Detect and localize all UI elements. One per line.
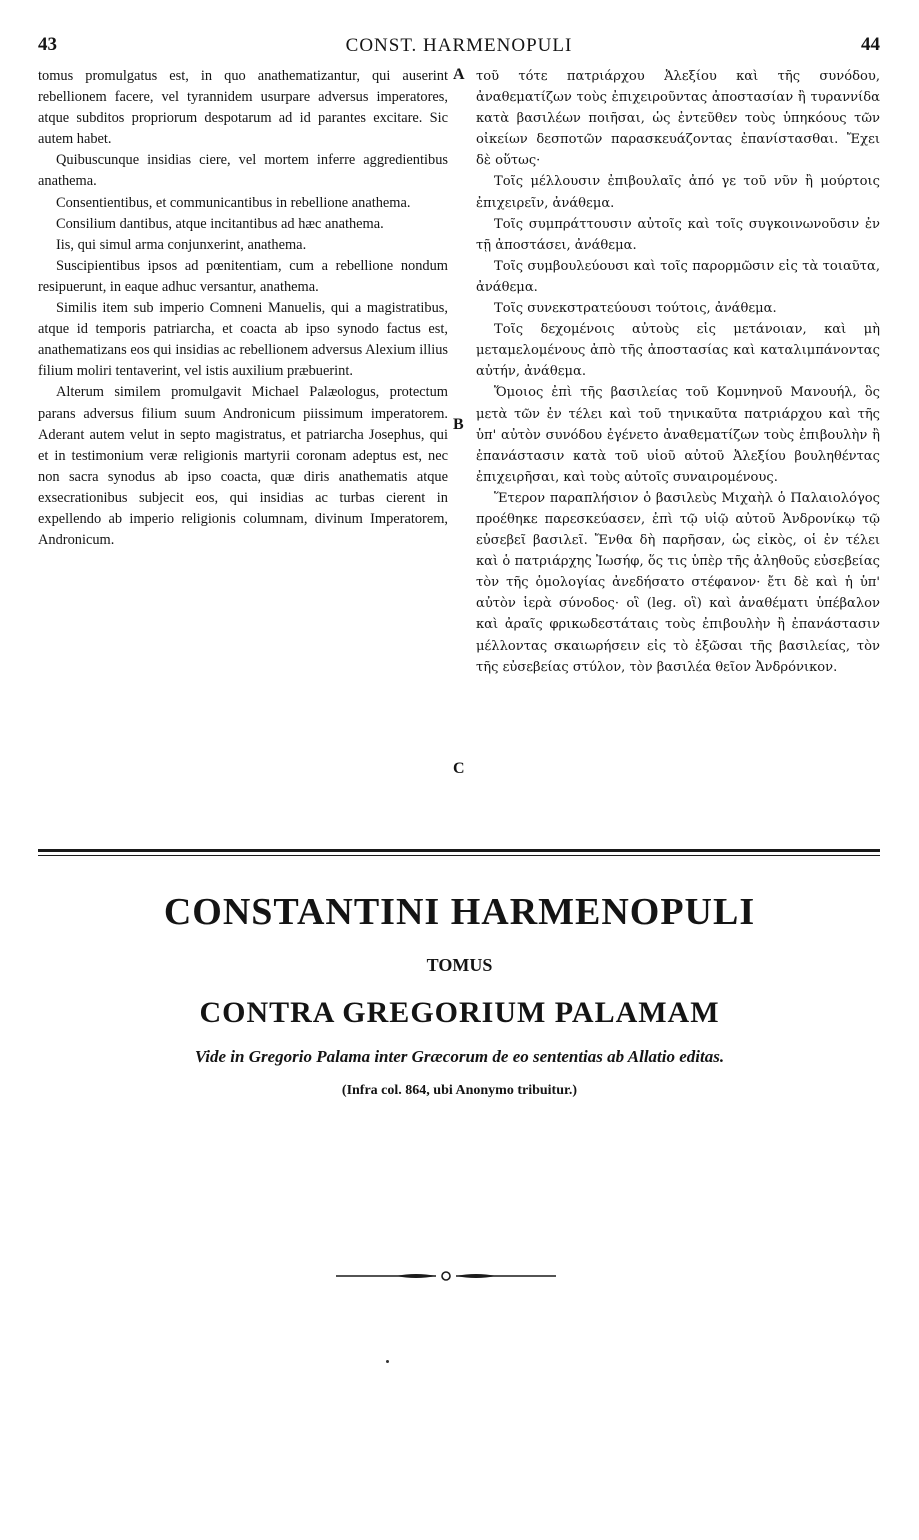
section-subtitle: TOMUS [426,955,493,975]
latin-paragraph: Alterum similem promulgavit Michael Palæologus, protectum parans adversus filium suum Andronicum piissimum imperatorem. Aderant autem velut in septo magistratus, et patriarcha Josephus, qui et in testimonium veræ religionis martyrii coronam adeptus est, nec non sacra synodus ab ipso coacta, quæ diris anathematis atque exsecrationibus subjecit eos, qui insidias ac turbas cierent in expellendo ab imperio religionis columnam, divinum Imperatorem, Andronicum. [38,384,448,549]
page-number-right: 44 [861,34,880,55]
greek-column [476,66,880,678]
greek-paragraph: Τοῖς μέλλουσιν ἐπιβουλαῖς ἀπό γε τοῦ νῦν ἢ μούρτοις ἐπιχειρεῖν, ἀνάθεμα. [476,174,880,211]
section-reference: (Infra col. 864, ubi Anonymo tribuitur.) [341,1083,578,1098]
running-title: CONST. HARMENOPULI [345,35,573,56]
latin-paragraph: Quibuscunque insidias ciere, vel mortem inferre aggredientibus anathema. [38,152,448,190]
margin-marker-c: C [453,760,465,777]
latin-paragraph: Consilium dantibus, atque incitantibus ad hæc anathema. [56,215,384,232]
greek-paragraph: Τοῖς συνεκστρατεύουσι τούτοις, ἀνάθεμα. [494,301,777,317]
greek-paragraph: Τοῖς συμβουλεύουσι καὶ τοῖς παρορμῶσιν εἰς τὰ τοιαῦτα, ἀνάθεμα. [476,258,880,295]
print-speck [386,1360,389,1363]
latin-paragraph: Iis, qui simul arma conjunxerint, anathema. [56,236,307,253]
greek-paragraph: Ὅμοιος ἐπὶ τῆς βασιλείας τοῦ Κομνηνοῦ Μανουήλ, ὃς μετὰ τῶν ἐν τέλει καὶ τοῦ τηνικαῦτα πατριάρχου καὶ τῆς ὑπ' αὐτὸν συνόδου ἐγένετο ἀναθεματίζων τοὺς ἐπιβουλὴν ἢ ἐπανάστασιν κατὰ τοῦ υἱοῦ αὐτοῦ Ἀλεξίου βουληθέντας ἐπιχειρῆσαι, καὶ τοὺς αὐτοῖς συναιρομένους. [476,385,880,485]
greek-paragraph: Τοῖς συμπράττουσιν αὐτοῖς καὶ τοῖς συγκοινωνοῦσιν ἐν τῇ ἀποστάσει, ἀνάθεμα. [476,216,880,253]
latin-paragraph: tomus promulgatus est, in quo anathematizantur, qui auserint rebellionem facere, vel tyrannidem usurpare adversus imperatores, atque subditos propriorum despotarum ad id parantes excitare. Sic autem habet. [38,68,448,148]
greek-paragraph: Ἕτερον παραπλήσιον ὁ βασιλεὺς Μιχαὴλ ὁ Παλαιολόγος προέθηκε παρεσκεύασεν, ἐπὶ τῷ υἱῷ αὐτοῦ Ἀνδρονίκῳ τῷ εὐσεβεῖ βασιλεῖ. Ἔνθα δὴ παρῆσαν, ὡς εἰκὸς, οἱ ἐν τέλει καὶ ὁ πατριάρχης Ἰωσήφ, ὅς τις ὑπὲρ τῆς ἀληθοῦς εὐσεβείας τὸν τῆς ὁμολογίας ἀνεδήσατο στέφανον· ἔτι δὲ καὶ ἡ ὑπ' αὐτὸν ἱερὰ σύνοδος· οἳ (leg. οἳ) καὶ ἀναθέματι ὑπέβαλον καὶ ἀραῖς φρικωδεστάταις τοὺς ἐπιβουλὴν ἢ ἐπανάστασιν μέλλοντας σκαιωρήσειν εἰς τὸ ἐξῶσαι τῆς βασιλείας, τὸν τῆς εὐσεβείας στύλον, τὸν βασιλέα θεῖον Ἀνδρόνικον. [476,490,880,675]
greek-paragraph: τοῦ τότε πατριάρχου Ἀλεξίου καὶ τῆς συνόδου, ἀναθεματίζων τοὺς ἐπιχειροῦντας ἀποστασίαν ἢ τυραννίδα κατὰ βασιλέων ποιῆσαι, ὡς ἐντεῦθεν τοὺς ὑπηκόους τῶν οἰκείων δεσποτῶν παρασκευάζοντας ἐπανίστασθαι. Ἔχει δὲ οὕτως· [476,69,880,169]
running-header [38,34,880,58]
section-heading: CONTRA GREGORIUM PALAMAM [199,996,720,1029]
page-number-left: 43 [38,34,57,55]
latin-column [38,66,448,551]
section-divider-thick [38,849,880,852]
margin-marker-b: B [453,416,464,433]
section-note: Vide in Gregorio Palama inter Græcorum de eo sententias ab Allatio editas. [194,1047,725,1066]
section-title: CONSTANTINI HARMENOPULI [163,891,756,933]
section-divider-thin [38,855,880,856]
latin-paragraph: Consentientibus, et communicantibus in rebellione anathema. [56,194,411,211]
margin-marker-a: A [453,66,465,83]
latin-paragraph: Suscipientibus ipsos ad pœnitentiam, cum a rebellione nondum resipuerunt, in eaque adhuc versantur, anathema. [38,257,448,295]
greek-paragraph: Τοῖς δεχομένοις αὐτοὺς εἰς μετάνοιαν, καὶ μὴ μεταμελομένους ἀπὸ τῆς ἀποστασίας καὶ καταλιμπάνοντας αὐτήν, ἀνάθεμα. [476,322,880,380]
latin-paragraph: Similis item sub imperio Comneni Manuelis, qui a magistratibus, atque id temporis patriarcha, et coacta ab ipso synodo factus est, anathematizans eos qui insidias ac rebellionem adversus Alexium illius filium moliri tentaverint, vel istis auxilium præbuerint. [38,300,448,380]
ornament-divider-icon [336,1268,556,1284]
